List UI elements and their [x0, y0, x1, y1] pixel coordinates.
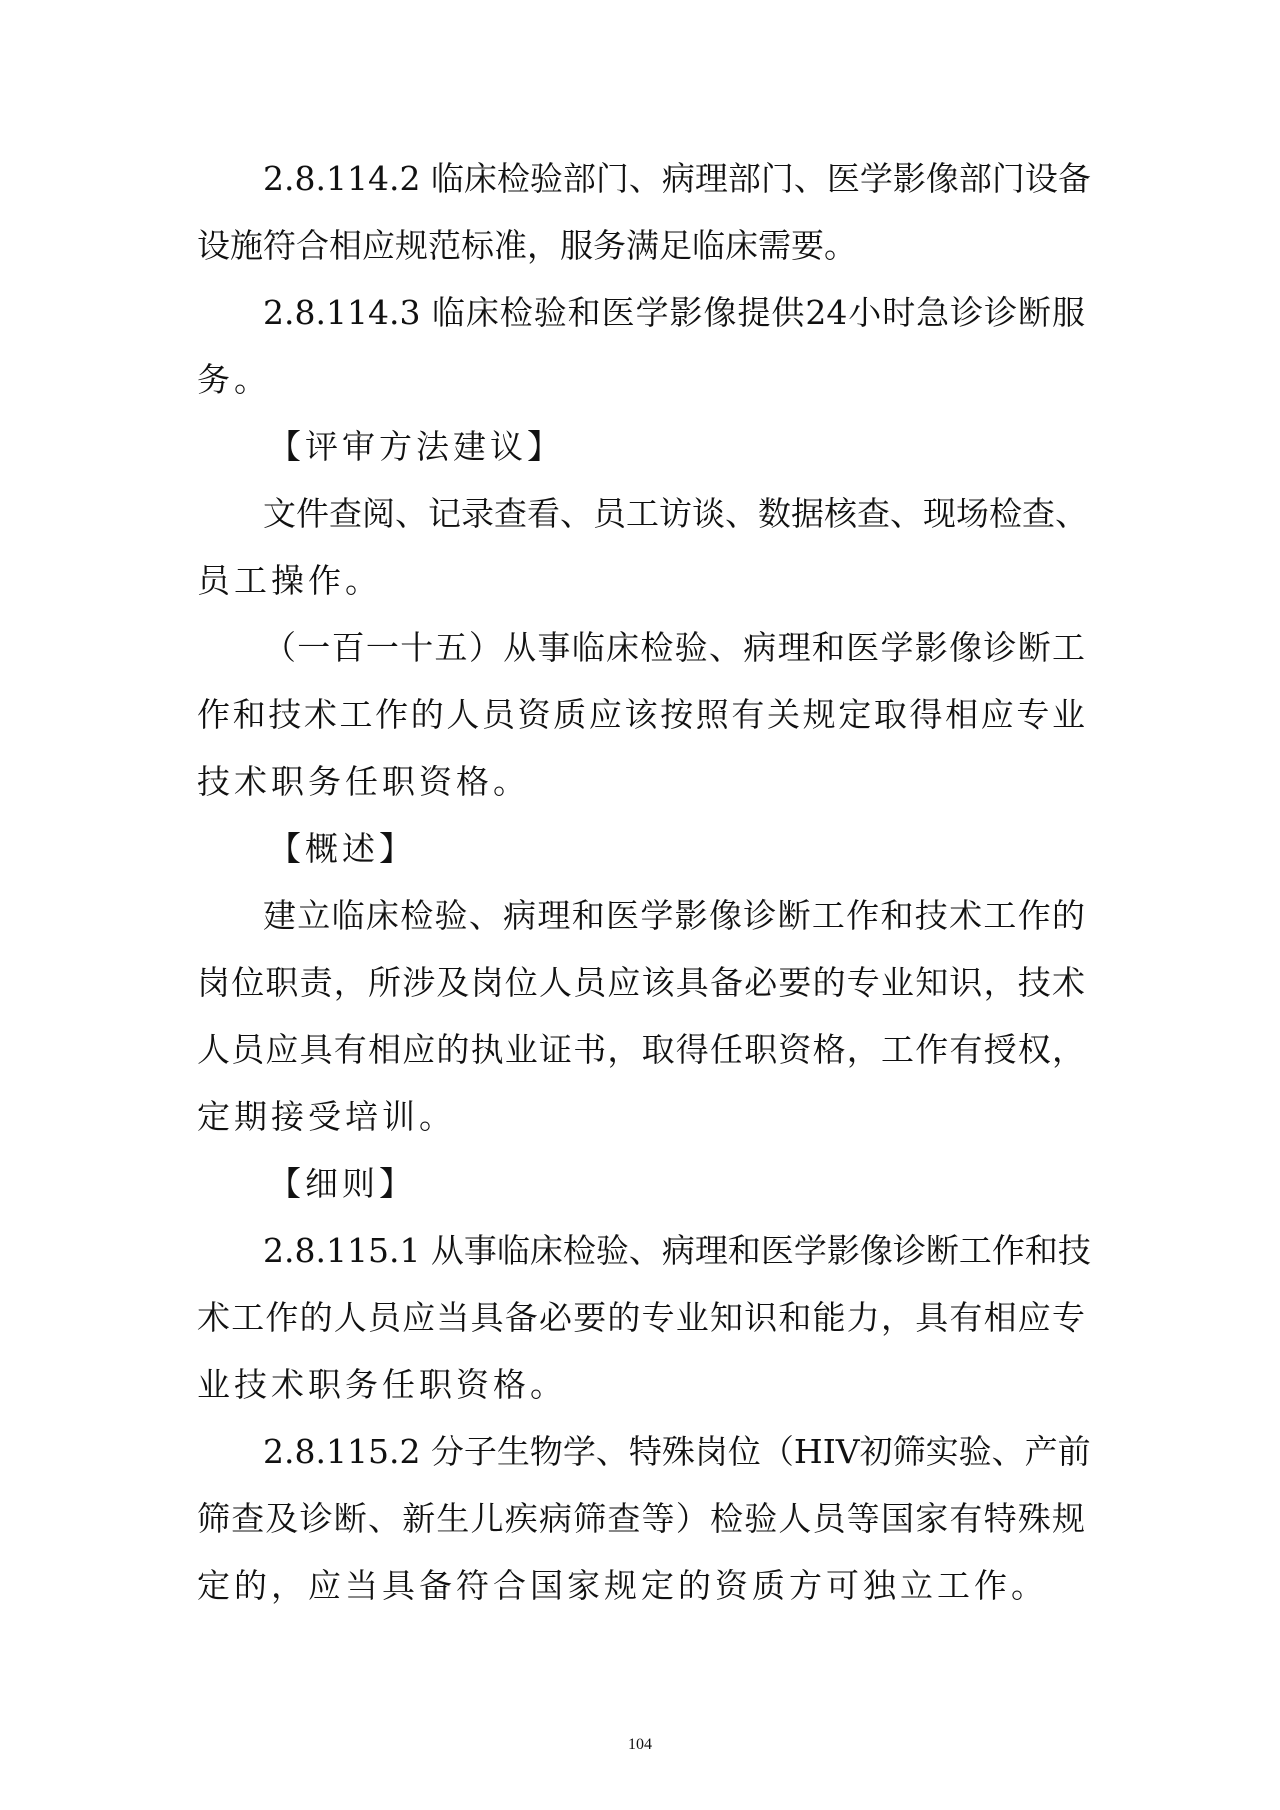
text-line-19: 业技术职务任职资格。: [197, 1365, 567, 1404]
text-line-7: 员工操作。: [197, 561, 382, 600]
text-line-21: 筛查及诊断、新生儿疾病筛查等）检验人员等国家有特殊规: [197, 1499, 1085, 1538]
text-line-14: 人员应具有相应的执业证书，取得任职资格，工作有授权，: [197, 1030, 1085, 1069]
text-line-10: 技术职务任职资格。: [197, 762, 530, 801]
text-line-4: 务。: [197, 360, 271, 399]
text-line-6: 文件查阅、记录查看、员工访谈、数据核查、现场检查、: [263, 494, 1088, 533]
text-line-15: 定期接受培训。: [197, 1097, 456, 1136]
text-line-9: 作和技术工作的人员资质应该按照有关规定取得相应专业: [197, 695, 1085, 734]
text-line-1: 2.8.114.2 临床检验部门、病理部门、医学影像部门设备: [263, 159, 1091, 198]
text-line-12: 建立临床检验、病理和医学影像诊断工作和技术工作的: [263, 896, 1085, 935]
page-number: 104: [628, 1736, 652, 1753]
text-line-2: 设施符合相应规范标准，服务满足临床需要。: [197, 226, 857, 265]
section-heading-overview: 【概述】: [268, 829, 416, 868]
text-line-17: 2.8.115.1 从事临床检验、病理和医学影像诊断工作和技: [263, 1231, 1091, 1270]
text-line-3: 2.8.114.3 临床检验和医学影像提供24小时急诊诊断服: [263, 293, 1085, 332]
section-heading-review-method: 【评审方法建议】: [268, 427, 564, 466]
text-line-18: 术工作的人员应当具备必要的专业知识和能力，具有相应专: [197, 1298, 1085, 1337]
text-line-22: 定的，应当具备符合国家规定的资质方可独立工作。: [197, 1566, 1048, 1605]
text-line-8: （一百一十五）从事临床检验、病理和医学影像诊断工: [263, 628, 1085, 667]
section-heading-rules: 【细则】: [268, 1164, 416, 1203]
text-line-13: 岗位职责，所涉及岗位人员应该具备必要的专业知识，技术: [197, 963, 1085, 1002]
text-line-20: 2.8.115.2 分子生物学、特殊岗位（HIV初筛实验、产前: [263, 1432, 1091, 1471]
